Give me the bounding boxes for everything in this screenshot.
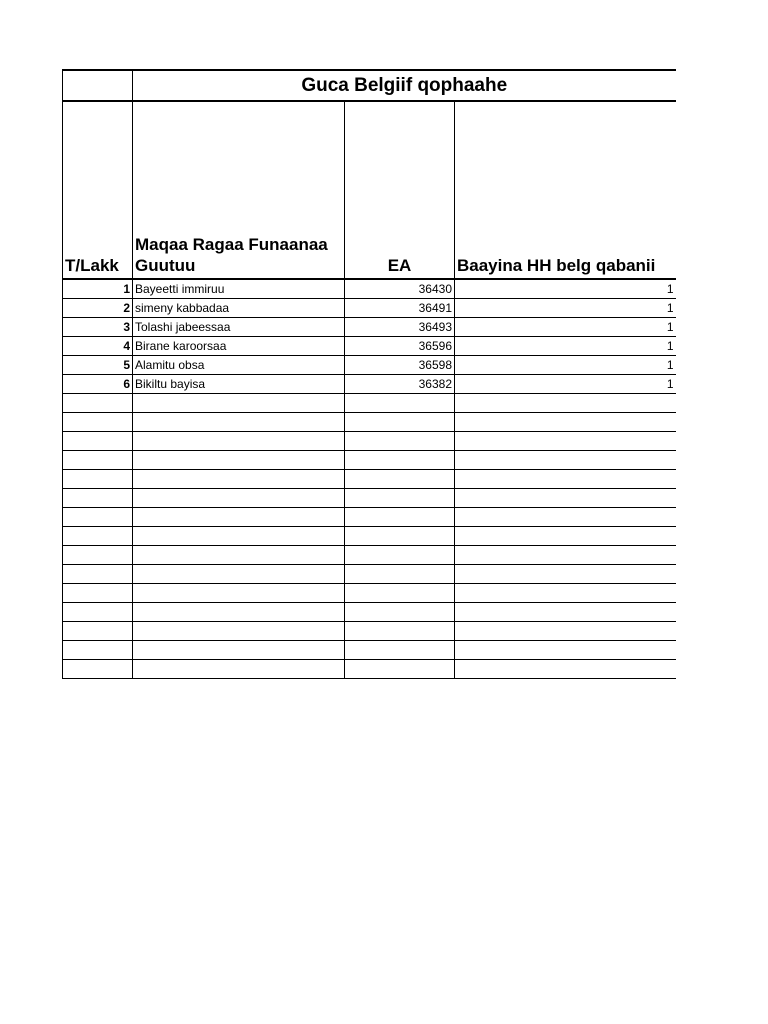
empty-cell[interactable] [63, 394, 133, 413]
empty-cell[interactable] [345, 470, 455, 489]
empty-cell[interactable] [63, 603, 133, 622]
empty-table-row [63, 622, 676, 641]
header-ea[interactable]: EA [345, 101, 455, 279]
table-row [63, 375, 676, 394]
empty-cell[interactable] [133, 603, 345, 622]
count-cell[interactable]: 1 [455, 337, 676, 356]
ea-cell[interactable]: 36596 [345, 337, 455, 356]
empty-cell[interactable] [455, 489, 676, 508]
empty-cell[interactable] [63, 413, 133, 432]
empty-table-row [63, 489, 676, 508]
empty-cell[interactable] [63, 527, 133, 546]
empty-cell[interactable] [63, 489, 133, 508]
data-table [62, 69, 676, 679]
title-row [63, 70, 676, 101]
empty-cell[interactable] [455, 546, 676, 565]
empty-cell[interactable] [63, 660, 133, 679]
empty-table-row [63, 546, 676, 565]
empty-cell[interactable] [345, 413, 455, 432]
spreadsheet [62, 69, 675, 679]
row-number-cell[interactable]: 5 [63, 356, 133, 375]
name-cell[interactable]: Alamitu obsa [133, 356, 345, 375]
row-number-cell[interactable]: 1 [63, 279, 133, 299]
empty-cell[interactable] [63, 470, 133, 489]
count-cell[interactable]: 1 [455, 279, 676, 299]
count-cell[interactable]: 1 [455, 356, 676, 375]
empty-cell[interactable] [63, 622, 133, 641]
header-row [63, 101, 676, 279]
table-row [63, 337, 676, 356]
row-number-cell[interactable]: 4 [63, 337, 133, 356]
header-name[interactable]: Maqaa Ragaa Funaanaa Guutuu [133, 101, 345, 279]
empty-cell[interactable] [133, 641, 345, 660]
name-cell[interactable]: simeny kabbadaa [133, 299, 345, 318]
empty-table-row [63, 527, 676, 546]
empty-cell[interactable] [345, 394, 455, 413]
empty-cell[interactable] [345, 622, 455, 641]
empty-cell[interactable] [345, 641, 455, 660]
empty-cell[interactable] [63, 584, 133, 603]
empty-cell[interactable] [455, 413, 676, 432]
empty-cell[interactable] [133, 527, 345, 546]
name-cell[interactable]: Bayeetti immiruu [133, 279, 345, 299]
ea-cell[interactable]: 36382 [345, 375, 455, 394]
empty-table-row [63, 394, 676, 413]
empty-cell[interactable] [455, 565, 676, 584]
empty-table-row [63, 451, 676, 470]
empty-cell[interactable] [133, 432, 345, 451]
count-cell[interactable]: 1 [455, 299, 676, 318]
ea-cell[interactable]: 36430 [345, 279, 455, 299]
empty-table-row [63, 508, 676, 527]
empty-cell[interactable] [63, 451, 133, 470]
sheet-title[interactable]: Guca Belgiif qophaahe [133, 70, 676, 101]
empty-cell[interactable] [63, 565, 133, 584]
empty-cell[interactable] [455, 451, 676, 470]
empty-cell[interactable] [133, 470, 345, 489]
count-cell[interactable]: 1 [455, 375, 676, 394]
empty-cell[interactable] [133, 565, 345, 584]
ea-cell[interactable]: 36491 [345, 299, 455, 318]
name-cell[interactable]: Birane karoorsaa [133, 337, 345, 356]
empty-table-row [63, 660, 676, 679]
empty-cell[interactable] [133, 508, 345, 527]
empty-cell[interactable] [133, 622, 345, 641]
empty-cell[interactable] [455, 432, 676, 451]
name-cell[interactable]: Tolashi jabeessaa [133, 318, 345, 337]
empty-cell[interactable] [63, 432, 133, 451]
empty-cell[interactable] [345, 584, 455, 603]
empty-cell[interactable] [345, 508, 455, 527]
empty-cell[interactable] [345, 546, 455, 565]
empty-table-row [63, 584, 676, 603]
empty-cell[interactable] [455, 394, 676, 413]
table-row [63, 299, 676, 318]
empty-cell[interactable] [63, 508, 133, 527]
empty-cell[interactable] [133, 489, 345, 508]
empty-cell[interactable] [455, 527, 676, 546]
empty-table-row [63, 432, 676, 451]
empty-cell[interactable] [345, 660, 455, 679]
count-cell[interactable]: 1 [455, 318, 676, 337]
header-number[interactable]: T/Lakk [63, 101, 133, 279]
empty-cell[interactable] [345, 527, 455, 546]
empty-cell[interactable] [455, 584, 676, 603]
empty-cell[interactable] [133, 584, 345, 603]
ea-cell[interactable]: 36598 [345, 356, 455, 375]
row-number-cell[interactable]: 6 [63, 375, 133, 394]
empty-table-row [63, 603, 676, 622]
empty-cell[interactable] [455, 641, 676, 660]
empty-cell[interactable] [133, 413, 345, 432]
empty-cell[interactable] [63, 546, 133, 565]
header-count[interactable]: Baayina HH belg qabanii [455, 101, 676, 279]
empty-cell[interactable] [133, 451, 345, 470]
empty-cell[interactable] [455, 603, 676, 622]
empty-cell[interactable] [345, 603, 455, 622]
table-row [63, 318, 676, 337]
ea-cell[interactable]: 36493 [345, 318, 455, 337]
empty-cell[interactable] [345, 565, 455, 584]
empty-cell[interactable] [133, 394, 345, 413]
empty-cell[interactable] [133, 660, 345, 679]
table-row [63, 279, 676, 299]
empty-cell[interactable] [455, 508, 676, 527]
empty-cell[interactable] [455, 622, 676, 641]
empty-cell[interactable] [133, 546, 345, 565]
empty-cell[interactable] [345, 489, 455, 508]
title-blank-cell[interactable] [63, 70, 133, 101]
empty-table-row [63, 641, 676, 660]
empty-cell[interactable] [345, 451, 455, 470]
row-number-cell[interactable]: 3 [63, 318, 133, 337]
empty-table-row [63, 413, 676, 432]
empty-cell[interactable] [455, 470, 676, 489]
empty-cell[interactable] [63, 641, 133, 660]
empty-cell[interactable] [455, 660, 676, 679]
name-cell[interactable]: Bikiltu bayisa [133, 375, 345, 394]
empty-table-row [63, 565, 676, 584]
empty-table-row [63, 470, 676, 489]
empty-cell[interactable] [345, 432, 455, 451]
row-number-cell[interactable]: 2 [63, 299, 133, 318]
table-row [63, 356, 676, 375]
